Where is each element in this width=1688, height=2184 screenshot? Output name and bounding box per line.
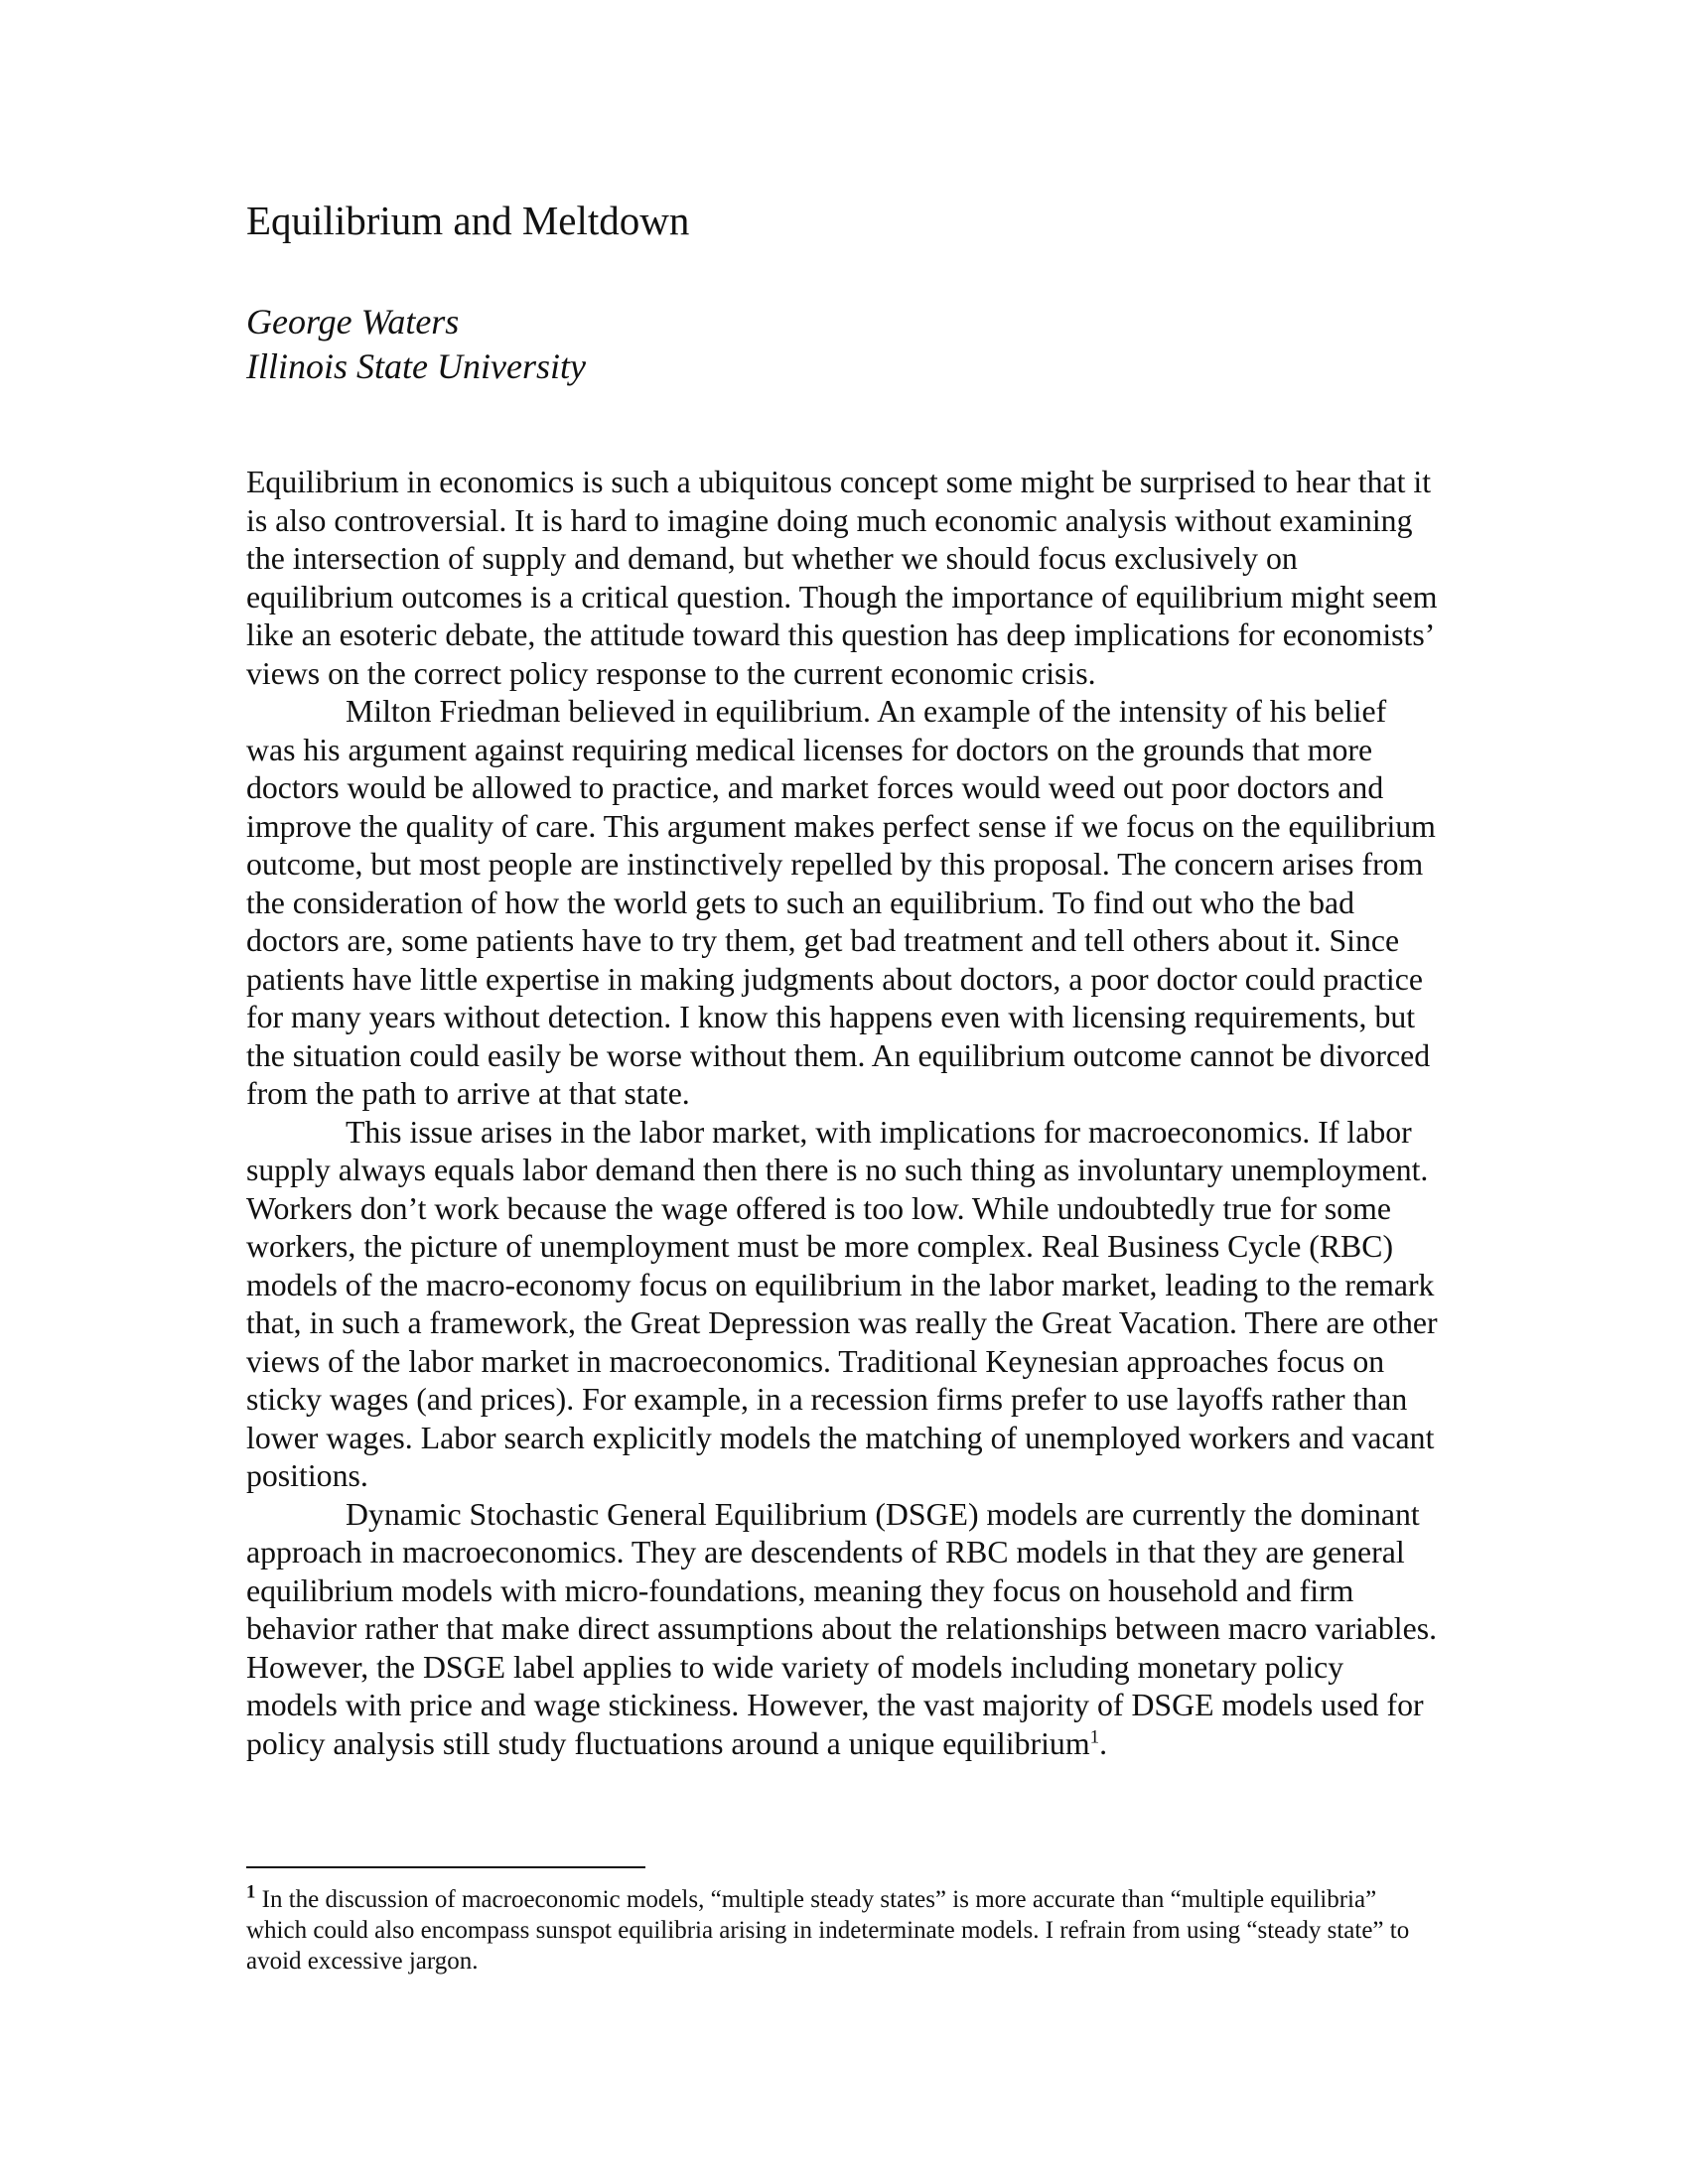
paragraph-4-text: Dynamic Stochastic General Equilibrium (DSGE) models are currently the dominant approach in macroeconomics. They are descendents of RBC models in that they are general equilibrium models with micro-foundations, meaning they focus on household and firm behavior rather that make direct assumptions about the relationships between macro variables. However, the DSGE label applies to wide variety of models including monetary policy models with price and wage stickiness. However, the vast majority of DSGE models used for policy analysis still study fluctuations around a unique equilibrium [246, 1496, 1438, 1761]
document-title: Equilibrium and Meltdown [246, 198, 690, 243]
footnote-mark: 1 [246, 1881, 256, 1903]
author-name: George Waters [246, 302, 460, 341]
footnote-text: In the discussion of macroeconomic models, “multiple steady states” is more accurate than “multiple equilibria” which could also encompass sunspot equilibria arising in indeterminate models. I refrain from using “steady state” to avoid excessive jargon. [246, 1886, 1410, 1975]
footnote-separator [246, 1866, 645, 1868]
paragraph-3: This issue arises in the labor market, with implications for macroeconomics. If labor supply always equals labor demand then there is no such thing as involuntary unemployment. Workers don’t work because the wage offered is too low. While undoubtedly true for some workers, the picture of unemployment must be more complex. Real Business Cycle (RBC) models of the macro-economy focus on equilibrium in the labor market, leading to the remark that, in such a framework, the Great Depression was really the Great Vacation. There are other views of the labor market in macroeconomics. Traditional Keynesian approaches focus on sticky wages (and prices). For example, in a recession firms prefer to use layoffs rather than lower wages. Labor search explicitly models the matching of unemployed workers and vacant positions. [246, 1114, 1438, 1493]
paragraph-1: Equilibrium in economics is such a ubiquitous concept some might be surprised to hear that it is also controversial. It is hard to imagine doing much economic analysis without examining the intersection of supply and demand, but whether we should focus exclusively on equilibrium outcomes is a critical question. Though the importance of equilibrium might seem like an esoteric debate, the attitude toward this question has deep implications for economists’ views on the correct policy response to the current economic crisis. [246, 465, 1438, 691]
author-block [246, 300, 586, 389]
document-body [246, 464, 1438, 1763]
paragraph-2: Milton Friedman believed in equilibrium. An example of the intensity of his belief was his argument against requiring medical licenses for doctors on the grounds that more doctors would be allowed to practice, and market forces would weed out poor doctors and improve the quality of care. This argument makes perfect sense if we focus on the equilibrium outcome, but most people are instinctively repelled by this proposal. The concern arises from the consideration of how the world gets to such an equilibrium. To find out who the bad doctors are, some patients have to try them, get bad treatment and tell others about it. Since patients have little expertise in making judgments about doctors, a poor doctor could practice for many years without detection. I know this happens even with licensing requirements, but the situation could easily be worse without them. An equilibrium outcome cannot be divorced from the path to arrive at that state. [246, 694, 1436, 1111]
footnote [246, 1881, 1438, 1977]
author-affiliation: Illinois State University [246, 346, 586, 386]
footnote-reference[interactable]: 1 [1089, 1725, 1100, 1747]
paragraph-4 [246, 1496, 1438, 1764]
paragraph-4-end: . [1099, 1725, 1108, 1761]
